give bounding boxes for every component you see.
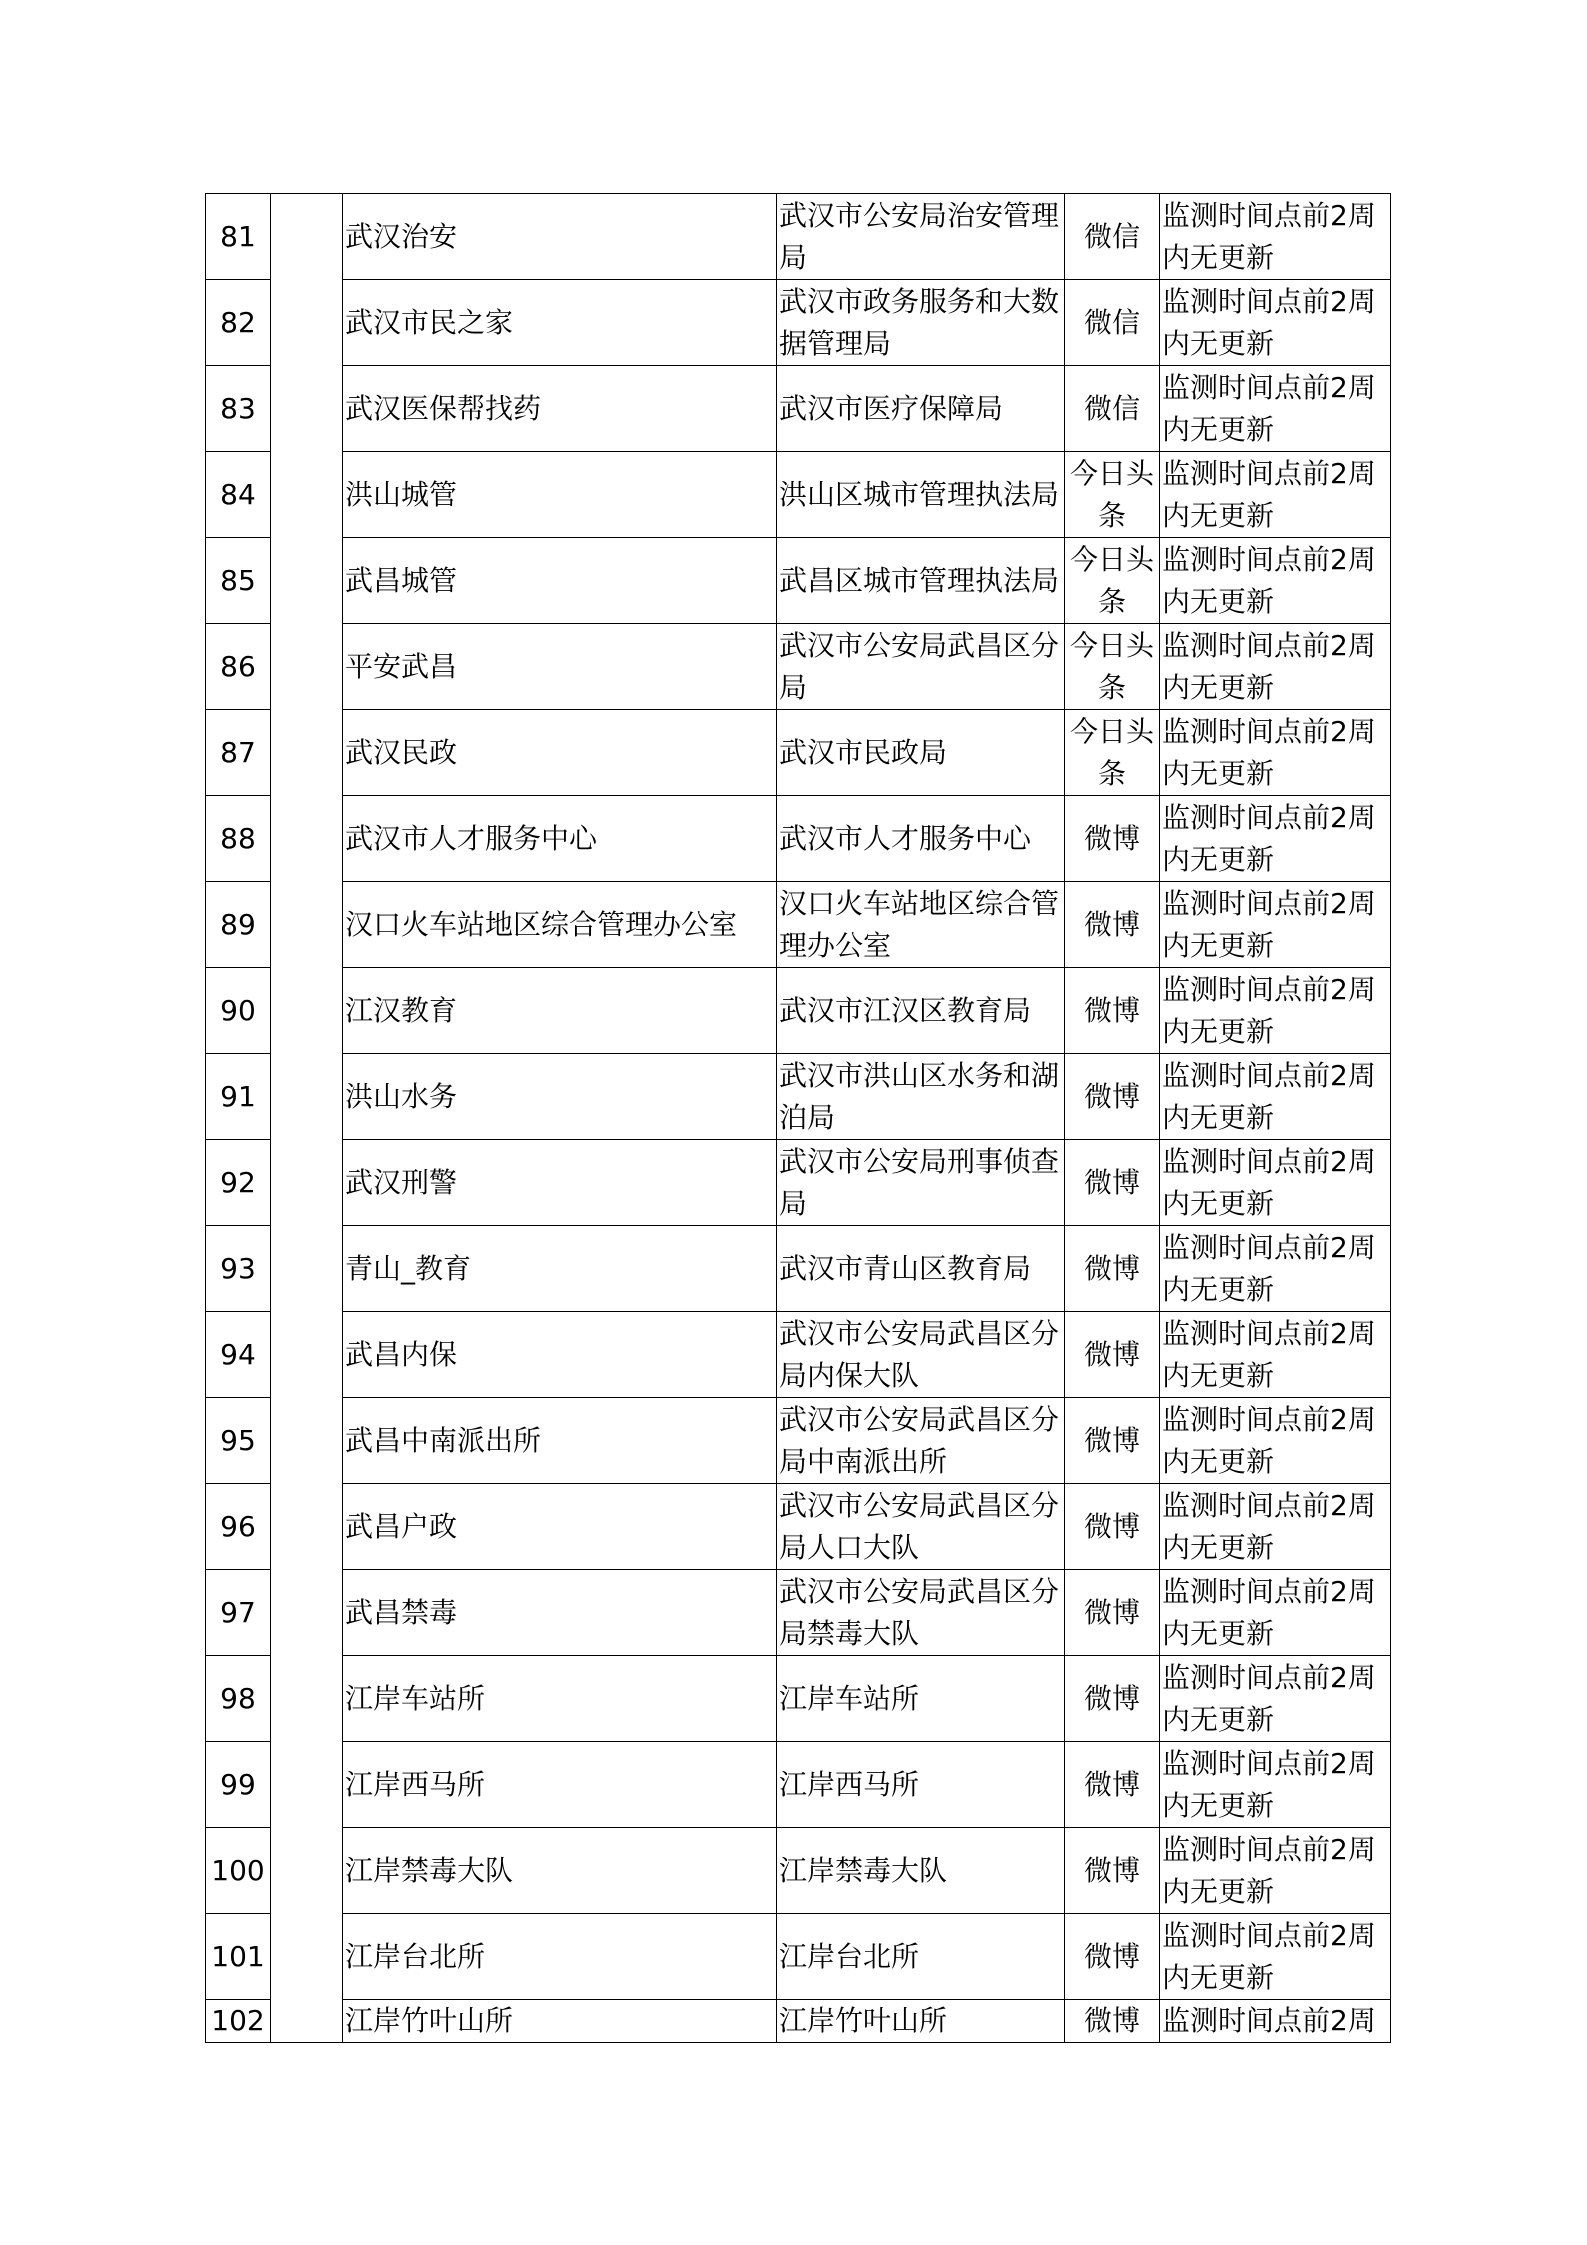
table-row xyxy=(206,1570,1391,1656)
platform-cell xyxy=(1065,452,1160,538)
status-cell xyxy=(1160,1312,1391,1398)
account-name-cell xyxy=(343,1312,777,1398)
platform-cell xyxy=(1065,1398,1160,1484)
status-cell-text: 监测时间点前2周 xyxy=(1162,2004,1376,2037)
status-cell-text: 监测时间点前2周内无更新 xyxy=(1162,800,1376,876)
account-name-cell-text: 汉口火车站地区综合管理办公室 xyxy=(345,907,738,941)
account-name-cell-text: 江岸车站所 xyxy=(345,1681,486,1715)
row-number-cell-text: 85 xyxy=(220,563,256,597)
status-cell-text: 监测时间点前2周内无更新 xyxy=(1162,1746,1376,1822)
platform-cell-text: 微博 xyxy=(1083,1767,1140,1801)
table-row xyxy=(206,1226,1391,1312)
platform-cell-text: 微博 xyxy=(1083,1509,1140,1543)
account-name-cell-text: 武昌户政 xyxy=(345,1509,458,1543)
platform-cell xyxy=(1065,710,1160,796)
platform-cell xyxy=(1065,1742,1160,1828)
row-number-cell xyxy=(206,882,271,968)
account-name-cell xyxy=(343,2000,777,2043)
status-cell-text: 监测时间点前2周内无更新 xyxy=(1162,886,1376,962)
row-number-cell xyxy=(206,2000,271,2043)
status-cell-text: 监测时间点前2周内无更新 xyxy=(1162,628,1376,704)
table-row xyxy=(206,538,1391,624)
account-name-cell xyxy=(343,194,777,280)
organization-cell-text: 武汉市公安局武昌区分局禁毒大队 xyxy=(779,1574,1060,1650)
table-row xyxy=(206,280,1391,366)
row-number-cell xyxy=(206,1570,271,1656)
row-number-cell-text: 96 xyxy=(220,1509,256,1543)
row-number-cell-text: 100 xyxy=(211,1853,265,1887)
account-name-cell xyxy=(343,710,777,796)
platform-cell xyxy=(1065,366,1160,452)
status-cell-text: 监测时间点前2周内无更新 xyxy=(1162,1660,1376,1736)
table-row xyxy=(206,366,1391,452)
platform-cell-text: 今日头条 xyxy=(1069,542,1154,618)
account-name-cell xyxy=(343,1742,777,1828)
row-number-cell-text: 92 xyxy=(220,1165,256,1199)
row-number-cell-text: 101 xyxy=(211,1939,265,1973)
table-row xyxy=(206,452,1391,538)
row-number-cell-text: 97 xyxy=(220,1595,256,1629)
platform-cell-text: 微博 xyxy=(1083,2004,1140,2037)
row-number-cell xyxy=(206,624,271,710)
row-number-cell-text: 88 xyxy=(220,821,256,855)
organization-cell xyxy=(777,1742,1065,1828)
account-name-cell-text: 武昌禁毒 xyxy=(345,1595,458,1629)
platform-cell-text: 今日头条 xyxy=(1069,628,1154,704)
account-name-cell-text: 武昌中南派出所 xyxy=(345,1423,542,1457)
organization-cell-text: 汉口火车站地区综合管理办公室 xyxy=(779,886,1060,962)
platform-cell-text: 微博 xyxy=(1083,907,1140,941)
platform-cell-text: 微博 xyxy=(1083,821,1140,855)
organization-cell xyxy=(777,538,1065,624)
status-cell xyxy=(1160,452,1391,538)
account-name-cell xyxy=(343,538,777,624)
organization-cell xyxy=(777,1914,1065,2000)
status-cell xyxy=(1160,1398,1391,1484)
table-row xyxy=(206,1828,1391,1914)
table-row xyxy=(206,2000,1391,2043)
platform-cell xyxy=(1065,194,1160,280)
row-number-cell-text: 84 xyxy=(220,477,256,511)
organization-cell xyxy=(777,1054,1065,1140)
organization-cell-text: 武汉市公安局治安管理局 xyxy=(779,198,1060,274)
organization-cell-text: 武汉市民政局 xyxy=(779,735,948,769)
platform-cell xyxy=(1065,1656,1160,1742)
row-number-cell xyxy=(206,366,271,452)
organization-cell xyxy=(777,968,1065,1054)
table-row xyxy=(206,796,1391,882)
table-row xyxy=(206,710,1391,796)
account-name-cell xyxy=(343,1226,777,1312)
status-cell-text: 监测时间点前2周内无更新 xyxy=(1162,1832,1376,1908)
row-number-cell xyxy=(206,1312,271,1398)
status-cell xyxy=(1160,280,1391,366)
platform-cell-text: 今日头条 xyxy=(1069,456,1154,532)
platform-cell xyxy=(1065,624,1160,710)
status-cell xyxy=(1160,710,1391,796)
platform-cell-text: 微信 xyxy=(1083,305,1140,339)
row-number-cell xyxy=(206,1398,271,1484)
organization-cell xyxy=(777,882,1065,968)
platform-cell-text: 今日头条 xyxy=(1069,714,1154,790)
account-name-cell-text: 平安武昌 xyxy=(345,649,458,683)
platform-cell xyxy=(1065,1484,1160,1570)
row-number-cell xyxy=(206,1828,271,1914)
row-number-cell-text: 86 xyxy=(220,649,256,683)
status-cell xyxy=(1160,1226,1391,1312)
organization-cell-text: 武汉市政务服务和大数据管理局 xyxy=(779,284,1060,360)
status-cell-text: 监测时间点前2周内无更新 xyxy=(1162,542,1376,618)
account-name-cell-text: 江岸禁毒大队 xyxy=(345,1853,514,1887)
status-cell-text: 监测时间点前2周内无更新 xyxy=(1162,1918,1376,1994)
table-row xyxy=(206,1312,1391,1398)
organization-cell-text: 洪山区城市管理执法局 xyxy=(779,477,1060,511)
organization-cell-text: 武汉市医疗保障局 xyxy=(779,391,1004,425)
organization-cell xyxy=(777,2000,1065,2043)
row-number-cell-text: 102 xyxy=(211,2004,265,2037)
row-number-cell xyxy=(206,452,271,538)
row-number-cell-text: 90 xyxy=(220,993,256,1027)
account-name-cell xyxy=(343,280,777,366)
status-cell-text: 监测时间点前2周内无更新 xyxy=(1162,714,1376,790)
organization-cell xyxy=(777,796,1065,882)
category-merged-cell xyxy=(271,194,343,2043)
account-name-cell-text: 洪山水务 xyxy=(345,1079,458,1113)
status-cell xyxy=(1160,1914,1391,2000)
platform-cell xyxy=(1065,1226,1160,1312)
account-name-cell-text: 武汉民政 xyxy=(345,735,458,769)
account-name-cell xyxy=(343,1484,777,1570)
account-name-cell-text: 江岸台北所 xyxy=(345,1939,486,1973)
account-name-cell xyxy=(343,1140,777,1226)
account-name-cell-text: 江岸西马所 xyxy=(345,1767,486,1801)
account-name-cell-text: 武汉医保帮找药 xyxy=(345,391,542,425)
status-cell-text: 监测时间点前2周内无更新 xyxy=(1162,1574,1376,1650)
platform-cell-text: 微信 xyxy=(1083,219,1140,253)
status-cell-text: 监测时间点前2周内无更新 xyxy=(1162,198,1376,274)
status-cell xyxy=(1160,194,1391,280)
status-cell-text: 监测时间点前2周内无更新 xyxy=(1162,1488,1376,1564)
organization-cell xyxy=(777,1140,1065,1226)
platform-cell xyxy=(1065,1140,1160,1226)
status-cell-text: 监测时间点前2周内无更新 xyxy=(1162,1402,1376,1478)
platform-cell-text: 微博 xyxy=(1083,1595,1140,1629)
organization-cell-text: 武汉市公安局武昌区分局内保大队 xyxy=(779,1316,1060,1392)
status-cell xyxy=(1160,882,1391,968)
organization-cell-text: 江岸西马所 xyxy=(779,1767,920,1801)
table-row xyxy=(206,1656,1391,1742)
organization-cell-text: 武汉市洪山区水务和湖泊局 xyxy=(779,1058,1060,1134)
account-name-cell-text: 武昌内保 xyxy=(345,1337,458,1371)
platform-cell-text: 微信 xyxy=(1083,391,1140,425)
status-cell xyxy=(1160,1656,1391,1742)
account-name-cell xyxy=(343,1914,777,2000)
status-cell xyxy=(1160,968,1391,1054)
platform-cell xyxy=(1065,1054,1160,1140)
account-name-cell xyxy=(343,366,777,452)
status-cell-text: 监测时间点前2周内无更新 xyxy=(1162,370,1376,446)
organization-cell-text: 武汉市公安局武昌区分局 xyxy=(779,628,1060,704)
organization-cell xyxy=(777,452,1065,538)
organization-cell xyxy=(777,1656,1065,1742)
organization-cell xyxy=(777,1226,1065,1312)
row-number-cell-text: 83 xyxy=(220,391,256,425)
status-cell xyxy=(1160,2000,1391,2043)
organization-cell xyxy=(777,624,1065,710)
organization-cell xyxy=(777,366,1065,452)
status-cell xyxy=(1160,1828,1391,1914)
row-number-cell xyxy=(206,1656,271,1742)
status-cell xyxy=(1160,538,1391,624)
organization-cell xyxy=(777,710,1065,796)
status-cell xyxy=(1160,796,1391,882)
platform-cell xyxy=(1065,796,1160,882)
platform-cell xyxy=(1065,280,1160,366)
status-cell-text: 监测时间点前2周内无更新 xyxy=(1162,972,1376,1048)
row-number-cell xyxy=(206,1742,271,1828)
platform-cell-text: 微博 xyxy=(1083,1423,1140,1457)
account-name-cell xyxy=(343,452,777,538)
status-cell xyxy=(1160,1570,1391,1656)
organization-cell-text: 武汉市人才服务中心 xyxy=(779,821,1032,855)
organization-cell-text: 武昌区城市管理执法局 xyxy=(779,563,1060,597)
table-row xyxy=(206,1742,1391,1828)
platform-cell-text: 微博 xyxy=(1083,993,1140,1027)
account-name-cell-text: 青山_教育 xyxy=(345,1251,472,1285)
row-number-cell-text: 99 xyxy=(220,1767,256,1801)
platform-cell-text: 微博 xyxy=(1083,1337,1140,1371)
row-number-cell xyxy=(206,1054,271,1140)
account-name-cell-text: 武汉市民之家 xyxy=(345,305,514,339)
platform-cell xyxy=(1065,1828,1160,1914)
row-number-cell xyxy=(206,538,271,624)
status-cell xyxy=(1160,1742,1391,1828)
organization-cell xyxy=(777,194,1065,280)
status-cell-text: 监测时间点前2周内无更新 xyxy=(1162,284,1376,360)
account-name-cell-text: 江汉教育 xyxy=(345,993,458,1027)
organization-cell-text: 江岸车站所 xyxy=(779,1681,920,1715)
account-name-cell-text: 洪山城管 xyxy=(345,477,458,511)
row-number-cell-text: 89 xyxy=(220,907,256,941)
platform-cell-text: 微博 xyxy=(1083,1079,1140,1113)
status-cell xyxy=(1160,366,1391,452)
platform-cell xyxy=(1065,2000,1160,2043)
account-name-cell-text: 武汉刑警 xyxy=(345,1165,458,1199)
account-name-cell-text: 武昌城管 xyxy=(345,563,458,597)
account-name-cell xyxy=(343,1398,777,1484)
row-number-cell xyxy=(206,1226,271,1312)
platform-cell xyxy=(1065,1312,1160,1398)
row-number-cell xyxy=(206,968,271,1054)
organization-cell xyxy=(777,1312,1065,1398)
row-number-cell-text: 95 xyxy=(220,1423,256,1457)
platform-cell-text: 微博 xyxy=(1083,1681,1140,1715)
account-name-cell xyxy=(343,1656,777,1742)
account-name-cell xyxy=(343,1054,777,1140)
table-row xyxy=(206,1398,1391,1484)
table-body xyxy=(206,194,1391,2043)
account-name-cell xyxy=(343,882,777,968)
platform-cell xyxy=(1065,968,1160,1054)
account-name-cell xyxy=(343,1570,777,1656)
row-number-cell xyxy=(206,1140,271,1226)
row-number-cell xyxy=(206,796,271,882)
status-cell xyxy=(1160,1484,1391,1570)
row-number-cell-text: 93 xyxy=(220,1251,256,1285)
platform-cell-text: 微博 xyxy=(1083,1853,1140,1887)
organization-cell xyxy=(777,1570,1065,1656)
organization-cell xyxy=(777,280,1065,366)
account-name-cell xyxy=(343,796,777,882)
platform-cell-text: 微博 xyxy=(1083,1251,1140,1285)
status-cell xyxy=(1160,1140,1391,1226)
row-number-cell-text: 87 xyxy=(220,735,256,769)
row-number-cell-text: 98 xyxy=(220,1681,256,1715)
row-number-cell-text: 94 xyxy=(220,1337,256,1371)
platform-cell xyxy=(1065,1914,1160,2000)
table-row xyxy=(206,882,1391,968)
row-number-cell xyxy=(206,194,271,280)
account-name-cell xyxy=(343,1828,777,1914)
row-number-cell-text: 91 xyxy=(220,1079,256,1113)
status-cell-text: 监测时间点前2周内无更新 xyxy=(1162,1058,1376,1134)
status-cell xyxy=(1160,1054,1391,1140)
table-row xyxy=(206,1914,1391,2000)
status-cell-text: 监测时间点前2周内无更新 xyxy=(1162,1144,1376,1220)
platform-cell-text: 微博 xyxy=(1083,1939,1140,1973)
organization-cell xyxy=(777,1828,1065,1914)
organization-cell-text: 武汉市青山区教育局 xyxy=(779,1251,1032,1285)
organization-cell xyxy=(777,1398,1065,1484)
row-number-cell xyxy=(206,1914,271,2000)
organization-cell-text: 武汉市江汉区教育局 xyxy=(779,993,1032,1027)
platform-cell xyxy=(1065,882,1160,968)
row-number-cell xyxy=(206,710,271,796)
status-cell-text: 监测时间点前2周内无更新 xyxy=(1162,1316,1376,1392)
table-row xyxy=(206,1484,1391,1570)
account-name-cell xyxy=(343,624,777,710)
status-cell-text: 监测时间点前2周内无更新 xyxy=(1162,1230,1376,1306)
account-name-cell xyxy=(343,968,777,1054)
status-cell xyxy=(1160,624,1391,710)
account-name-cell-text: 武汉市人才服务中心 xyxy=(345,821,598,855)
table-row xyxy=(206,1140,1391,1226)
status-cell-text: 监测时间点前2周内无更新 xyxy=(1162,456,1376,532)
organization-cell-text: 江岸台北所 xyxy=(779,1939,920,1973)
platform-cell-text: 微博 xyxy=(1083,1165,1140,1199)
table-row xyxy=(206,624,1391,710)
account-name-cell-text: 武汉治安 xyxy=(345,219,458,253)
row-number-cell xyxy=(206,280,271,366)
organization-cell-text: 江岸竹叶山所 xyxy=(779,2004,948,2037)
row-number-cell-text: 82 xyxy=(220,305,256,339)
table-row xyxy=(206,1054,1391,1140)
table-row xyxy=(206,194,1391,280)
organization-cell-text: 武汉市公安局刑事侦查局 xyxy=(779,1144,1060,1220)
row-number-cell xyxy=(206,1484,271,1570)
organization-cell-text: 江岸禁毒大队 xyxy=(779,1853,948,1887)
inspection-table xyxy=(205,193,1391,2043)
row-number-cell-text: 81 xyxy=(220,219,256,253)
platform-cell xyxy=(1065,538,1160,624)
organization-cell-text: 武汉市公安局武昌区分局人口大队 xyxy=(779,1488,1060,1564)
organization-cell xyxy=(777,1484,1065,1570)
table-row xyxy=(206,968,1391,1054)
organization-cell-text: 武汉市公安局武昌区分局中南派出所 xyxy=(779,1402,1060,1478)
account-name-cell-text: 江岸竹叶山所 xyxy=(345,2004,514,2037)
platform-cell xyxy=(1065,1570,1160,1656)
